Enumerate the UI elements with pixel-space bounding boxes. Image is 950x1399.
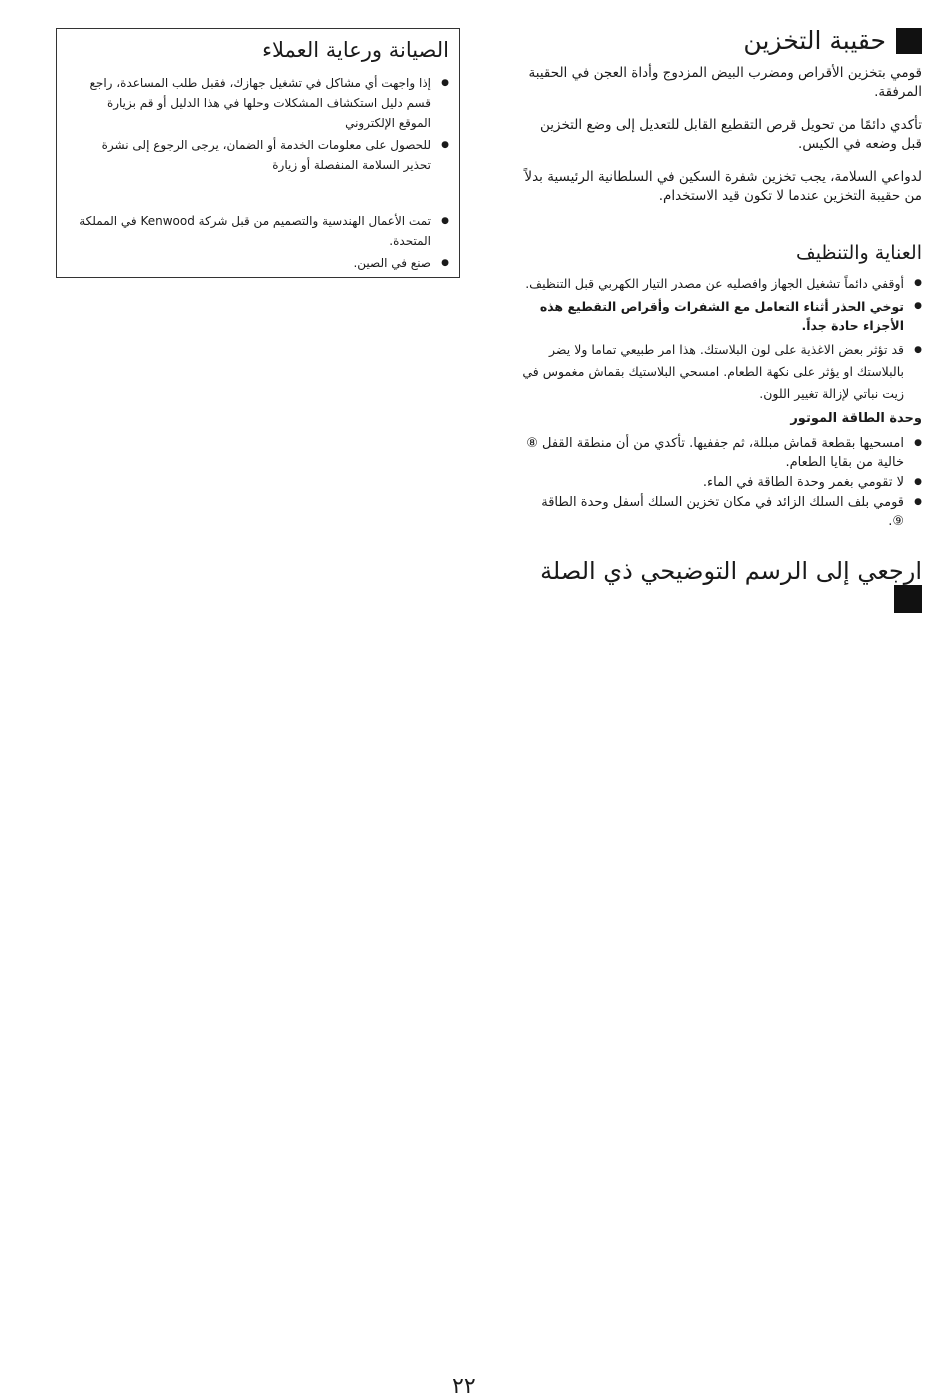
storage-section-title: حقيبة التخزين	[522, 24, 922, 58]
care-section-title: العناية والتنظيف	[796, 242, 922, 264]
service-section-title: الصيانة ورعاية العملاء	[262, 38, 449, 62]
service-care-box	[56, 28, 460, 278]
motor-bullet-no-immerse: ● لا تقومي بغمر وحدة الطاقة في الماء.	[522, 473, 922, 492]
service-bullet-list	[71, 73, 449, 273]
care-bullet-blades-warning: ● توخي الحذر أثناء التعامل مع الشفرات وأقراص التقطيع هذه الأجزاء حادة جداً.	[522, 297, 922, 335]
service-bullet-warranty: ● للحصول على معلومات الخدمة أو الضمان، يرجى الرجوع إلى نشرة تحذير السلامة المنفصلة أو زيارة	[71, 135, 449, 175]
illustration-note-text: ارجعي إلى الرسم التوضيحي ذي الصلة	[540, 557, 922, 585]
care-bullet-list	[522, 274, 922, 405]
motor-unit-heading: وحدة الطاقة الموتور	[790, 411, 922, 426]
storage-paragraph-1: قومي بتخزين الأقراص ومضرب البيض المزدوج وأداة العجن في الحقيبة المرفقة.	[528, 65, 922, 100]
illustration-note	[522, 555, 922, 613]
care-bullet-discolour: ● قد تؤثر بعض الاغذية على لون البلاستك. هذا امر طبيعي تماما ولا يضر بالبلاستك او يؤثر على نكهة الطعام. امسحي البلاستيك بقماش مغموس في زيت نباتي لإزالة تغيير اللون.	[522, 339, 922, 405]
care-bullet-unplug: ● أوقفي دائماً تشغيل الجهاز وافصليه عن مصدر التيار الكهربي قبل التنظيف.	[522, 274, 922, 293]
square-bullet-icon	[894, 585, 922, 613]
service-bullet-troubleshoot: ● إذا واجهت أي مشاكل في تشغيل جهازك، فقبل طلب المساعدة، راجع قسم دليل استكشاف المشكلات وحلها في هذا الدليل أو قم بزيارة الموقع الإلكتروني	[71, 73, 449, 133]
page-number: ٢٢	[452, 1374, 476, 1399]
storage-paragraph-2: تأكدي دائمًا من تحويل قرص التقطيع القابل للتعديل إلى وضع التخزين قبل وضعه في الكيس.	[539, 117, 922, 152]
storage-paragraph-3: لدواعي السلامة، يجب تخزين شفرة السكين في السلطانية الرئيسية بدلاً من حقيبة التخزين عندما لا تكون قيد الاستخدام.	[524, 169, 922, 204]
motor-bullet-list	[522, 434, 922, 531]
service-bullet-engineered: ● تمت الأعمال الهندسية والتصميم من قبل شركة Kenwood في المملكة المتحدة.	[71, 211, 449, 251]
motor-bullet-wipe: ● امسحيها بقطعة قماش مبللة، ثم جففيها. تأكدي من أن منطقة القفل ⑧ خالية من بقايا الطعام.	[522, 434, 922, 472]
service-bullet-made-in: ● صنع في الصين.	[71, 253, 449, 273]
right-column	[522, 24, 922, 613]
square-bullet-icon	[896, 28, 922, 54]
motor-bullet-cord-storage: ● قومي بلف السلك الزائد في مكان تخزين السلك أسفل وحدة الطاقة ⑨.	[522, 493, 922, 531]
